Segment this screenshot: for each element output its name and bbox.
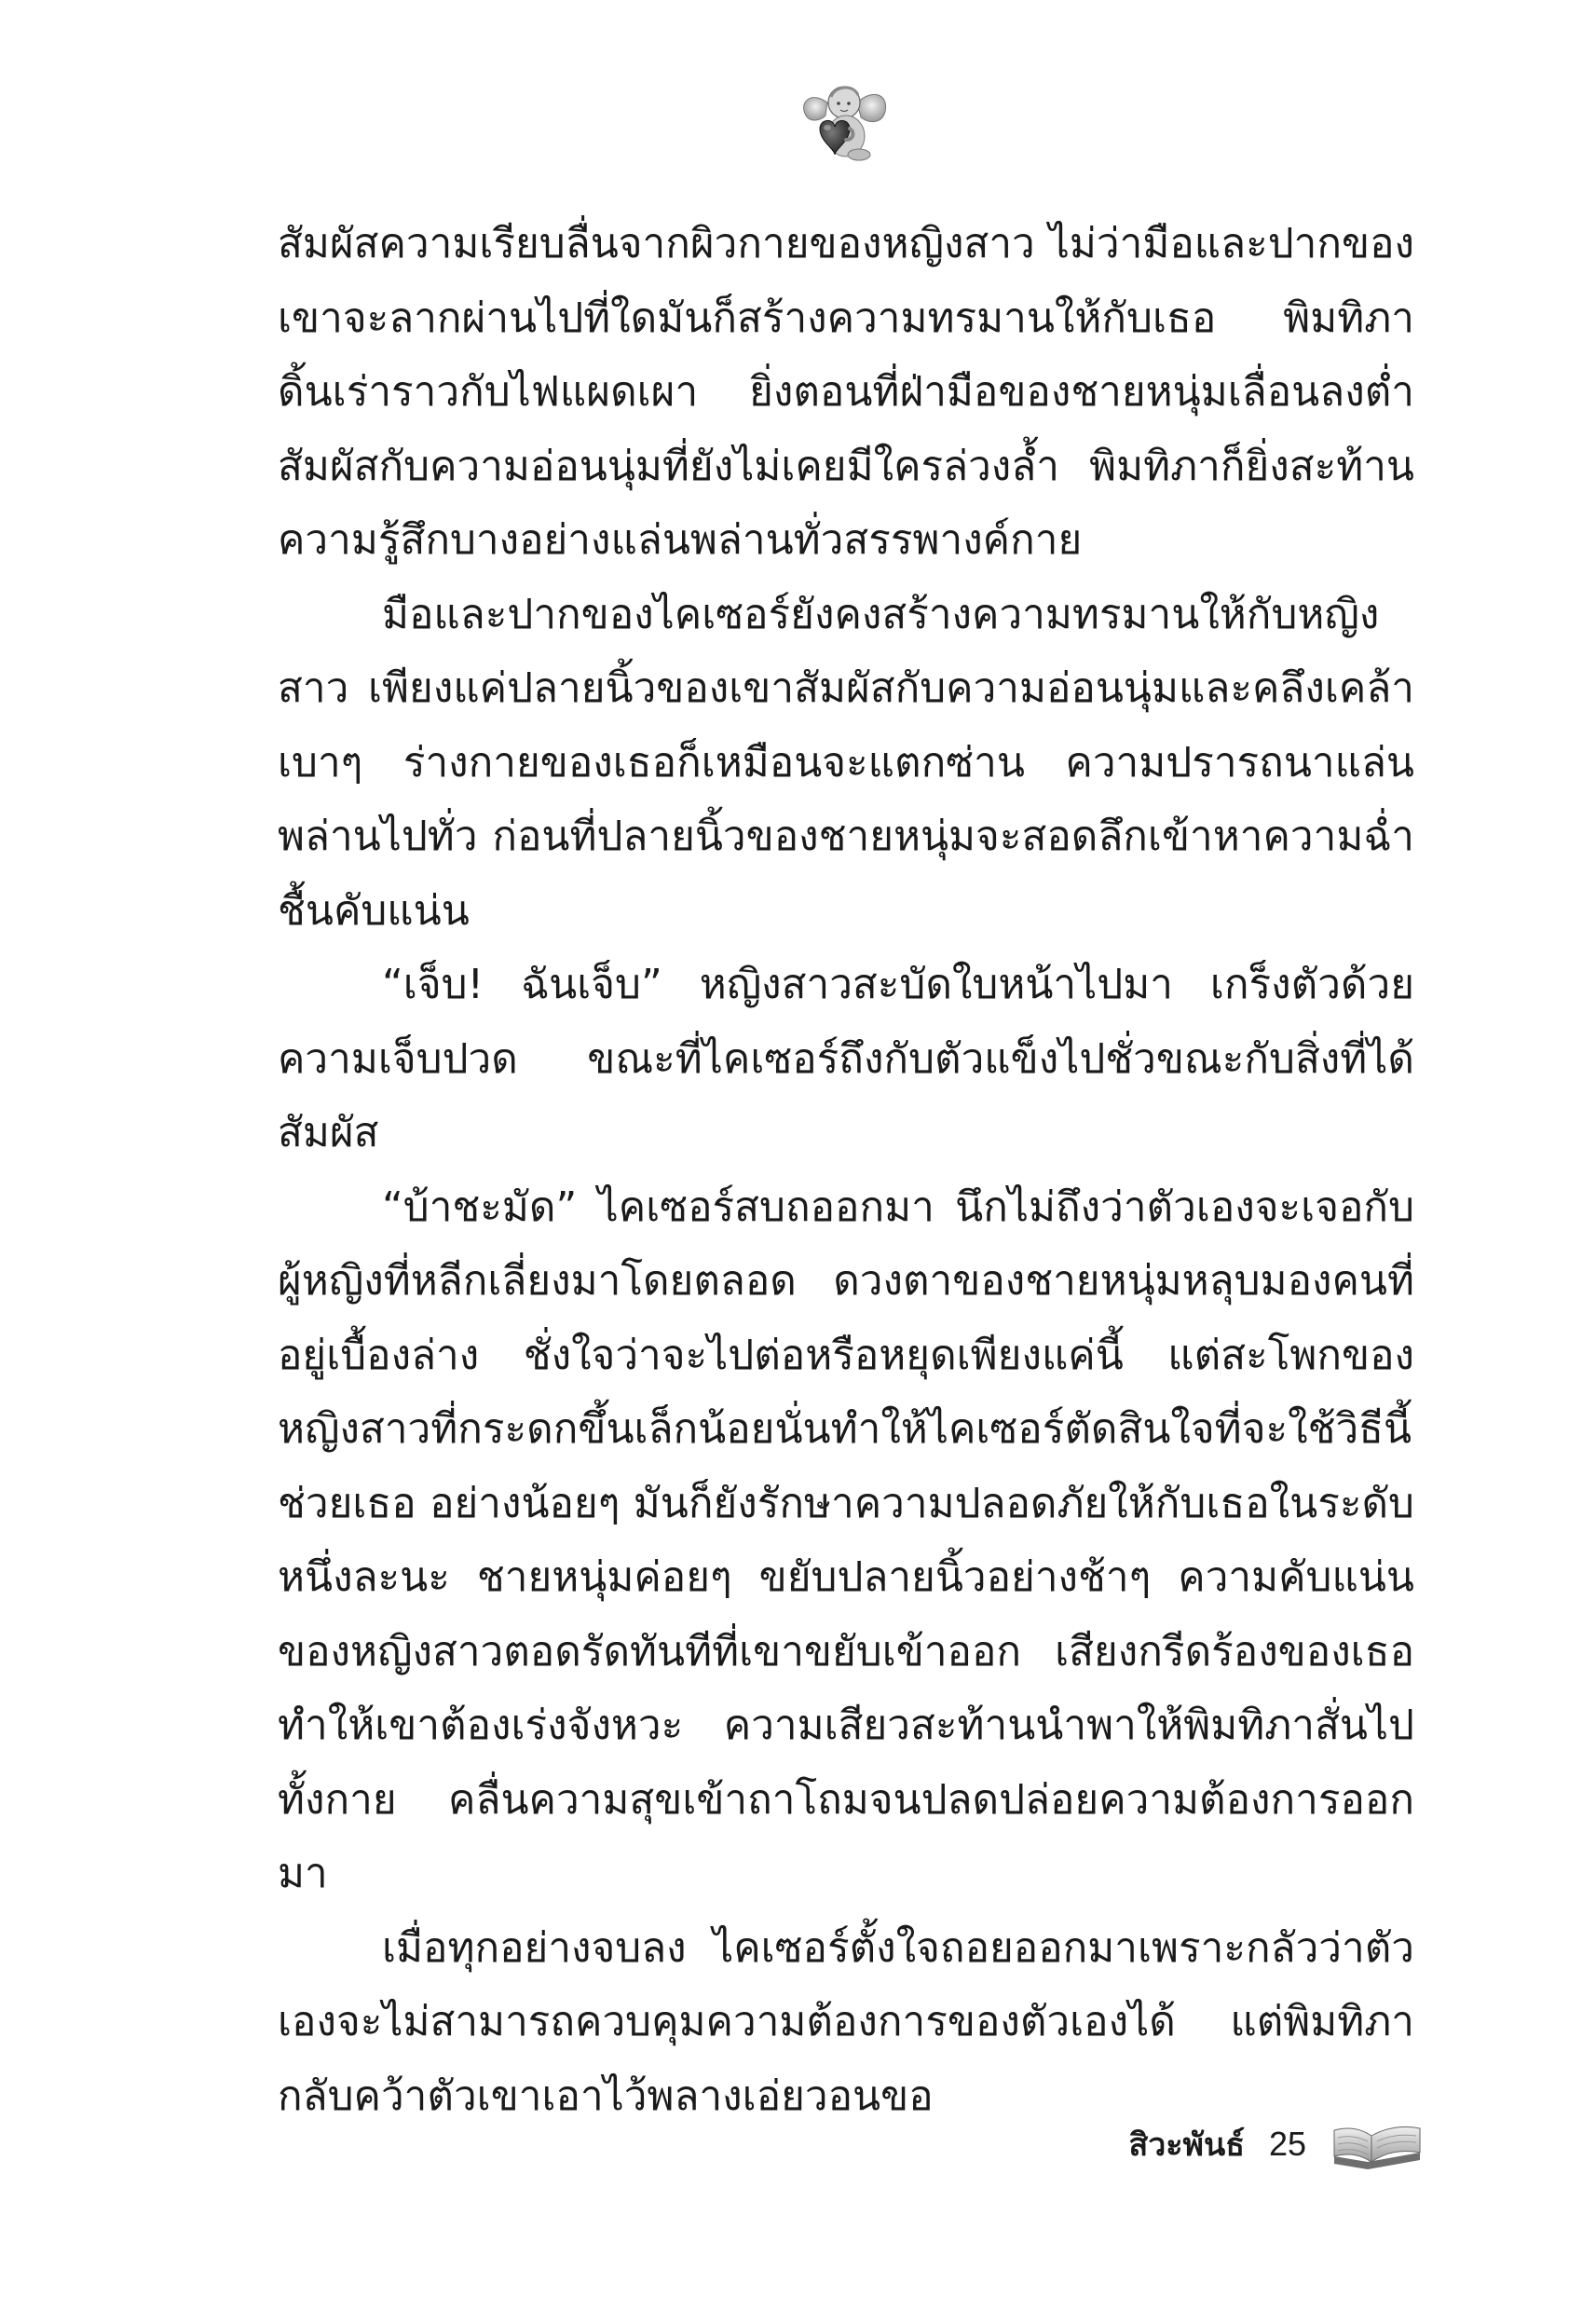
open-book-icon (1330, 2119, 1424, 2169)
body-text (278, 207, 1414, 2133)
paragraph-3: “เจ็บ! ฉันเจ็บ” หญิงสาวสะบัดใบหน้าไปมา เกร็งตัวด้วยความเจ็บปวด ขณะที่ไคเซอร์ถึงกับตัวแข็งไปชั่วขณะกับสิ่งที่ได้สัมผัส (278, 961, 1414, 1156)
paragraph-4: “บ้าชะมัด” ไคเซอร์สบถออกมา นึกไม่ถึงว่าตัวเองจะเจอกับผู้หญิงที่หลีกเลี่ยงมาโดยตลอด ดวงตาของชายหนุ่มหลุบมองคนที่อยู่เบื้องล่าง ชั่งใจว่าจะไปต่อหรือหยุดเพียงแค่นี้ แต่สะโพกของหญิงสาวที่กระดกขึ้นเล็กน้อยนั่นทำให้ไคเซอร์ตัดสินใจที่จะใช้วิธีนี้ช่วยเธอ อย่างน้อยๆ มันก็ยังรักษาความปลอดภัยให้กับเธอในระดับหนึ่งละนะ ชายหนุ่มค่อยๆ ขยับปลายนิ้วอย่างช้าๆ ความคับแน่นของหญิงสาวตอดรัดทันทีที่เขาขยับเข้าออก เสียงกรีดร้องของเธอทำให้เขาต้องเร่งจังหวะ ความเสียวสะท้านนำพาให้พิมทิภาสั่นไปทั้งกาย คลื่นความสุขเข้าถาโถมจนปลดปล่อยความต้องการออกมา (278, 1183, 1414, 1897)
paragraph-2: มือและปากของไคเซอร์ยังคงสร้างความทรมานให้กับหญิงสาว เพียงแค่ปลายนิ้วของเขาสัมผัสกับความอ่อนนุ่มและคลึงเคล้าเบาๆ ร่างกายของเธอก็เหมือนจะแตกซ่าน ความปรารถนาแล่นพล่านไปทั่ว ก่อนที่ปลายนิ้วของชายหนุ่มจะสอดลึกเข้าหาความฉ่ำชื้นคับแน่น (278, 590, 1414, 935)
paragraph-1: สัมผัสความเรียบลื่นจากผิวกายของหญิงสาว ไม่ว่ามือและปากของเขาจะลากผ่านไปที่ใดมันก็สร้างความทรมานให้กับเธอ พิมทิภาดิ้นเร่าราวกับไฟแผดเผา ยิ่งตอนที่ฝ่ามือของชายหนุ่มเลื่อนลงต่ำสัมผัสกับความอ่อนนุ่มที่ยังไม่เคยมีใครล่วงล้ำ พิมทิภาก็ยิ่งสะท้านความรู้สึกบางอย่างแล่นพล่านทั่วสรรพางค์กาย (278, 220, 1414, 564)
page-number: 25 (1268, 2125, 1306, 2163)
cherub-holding-heart-icon (792, 75, 894, 168)
paragraph-5: เมื่อทุกอย่างจบลง ไคเซอร์ตั้งใจถอยออกมาเพราะกลัวว่าตัวเองจะไม่สามารถควบคุมความต้องการของตัวเองได้ แต่พิมทิภากลับคว้าตัวเขาเอาไว้พลางเอ่ยวอนขอ (278, 1923, 1414, 2120)
book-title: สิวะพันธ์ (1128, 2126, 1245, 2164)
page-footer (1128, 2112, 1424, 2177)
